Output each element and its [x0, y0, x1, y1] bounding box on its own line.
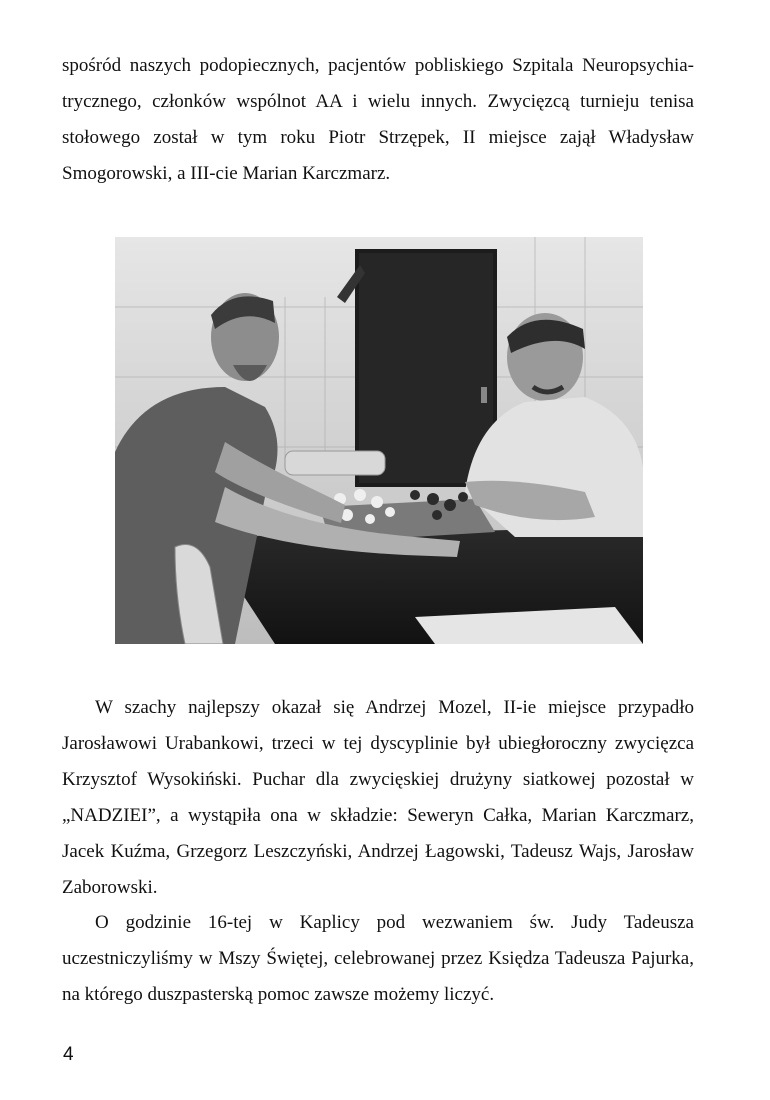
- chess-players-photo: [115, 237, 643, 644]
- paragraph-chess-results: W szachy najlepszy okazał się Andrzej Mozel, II-ie miejsce przypadło Jarosławowi Urabankowi, trzeci w tej dyscyplinie był ubiegłoroczny zwycięzca Krzysztof Wysokiński. Puchar dla zwycięskiej drużyny siatkowej pozostał w „NADZIEI”, a wystąpiła ona w składzie: Seweryn Całka, Marian Karczmarz, Jacek Kuźma, Grzegorz Leszczyński, Andrzej Łagowski, Tadeusz Wajs, Jarosław Zaborowski.: [62, 697, 694, 898]
- paragraph-mass: O godzinie 16-tej w Kaplicy pod wezwaniem św. Judy Tadeusza uczestniczyliśmy w Mszy Świętej, celebrowanej przez Księdza Tadeusza Pajurka, na którego duszpasterską pomoc zawsze możemy liczyć.: [62, 912, 694, 1005]
- paragraph-tournament-results: spośród naszych podopiecznych, pacjentów pobliskiego Szpitala Neuropsychia- trycznego, członków wspólnot AA i wielu innych. Zwycięzcą turnieju tenisa stołowego został w tym roku Piotr Strzępek, II miejsce zajął Władysław Smogorowski, a III-cie Marian Karczmarz.: [62, 55, 694, 184]
- page-number: 4: [63, 1044, 74, 1065]
